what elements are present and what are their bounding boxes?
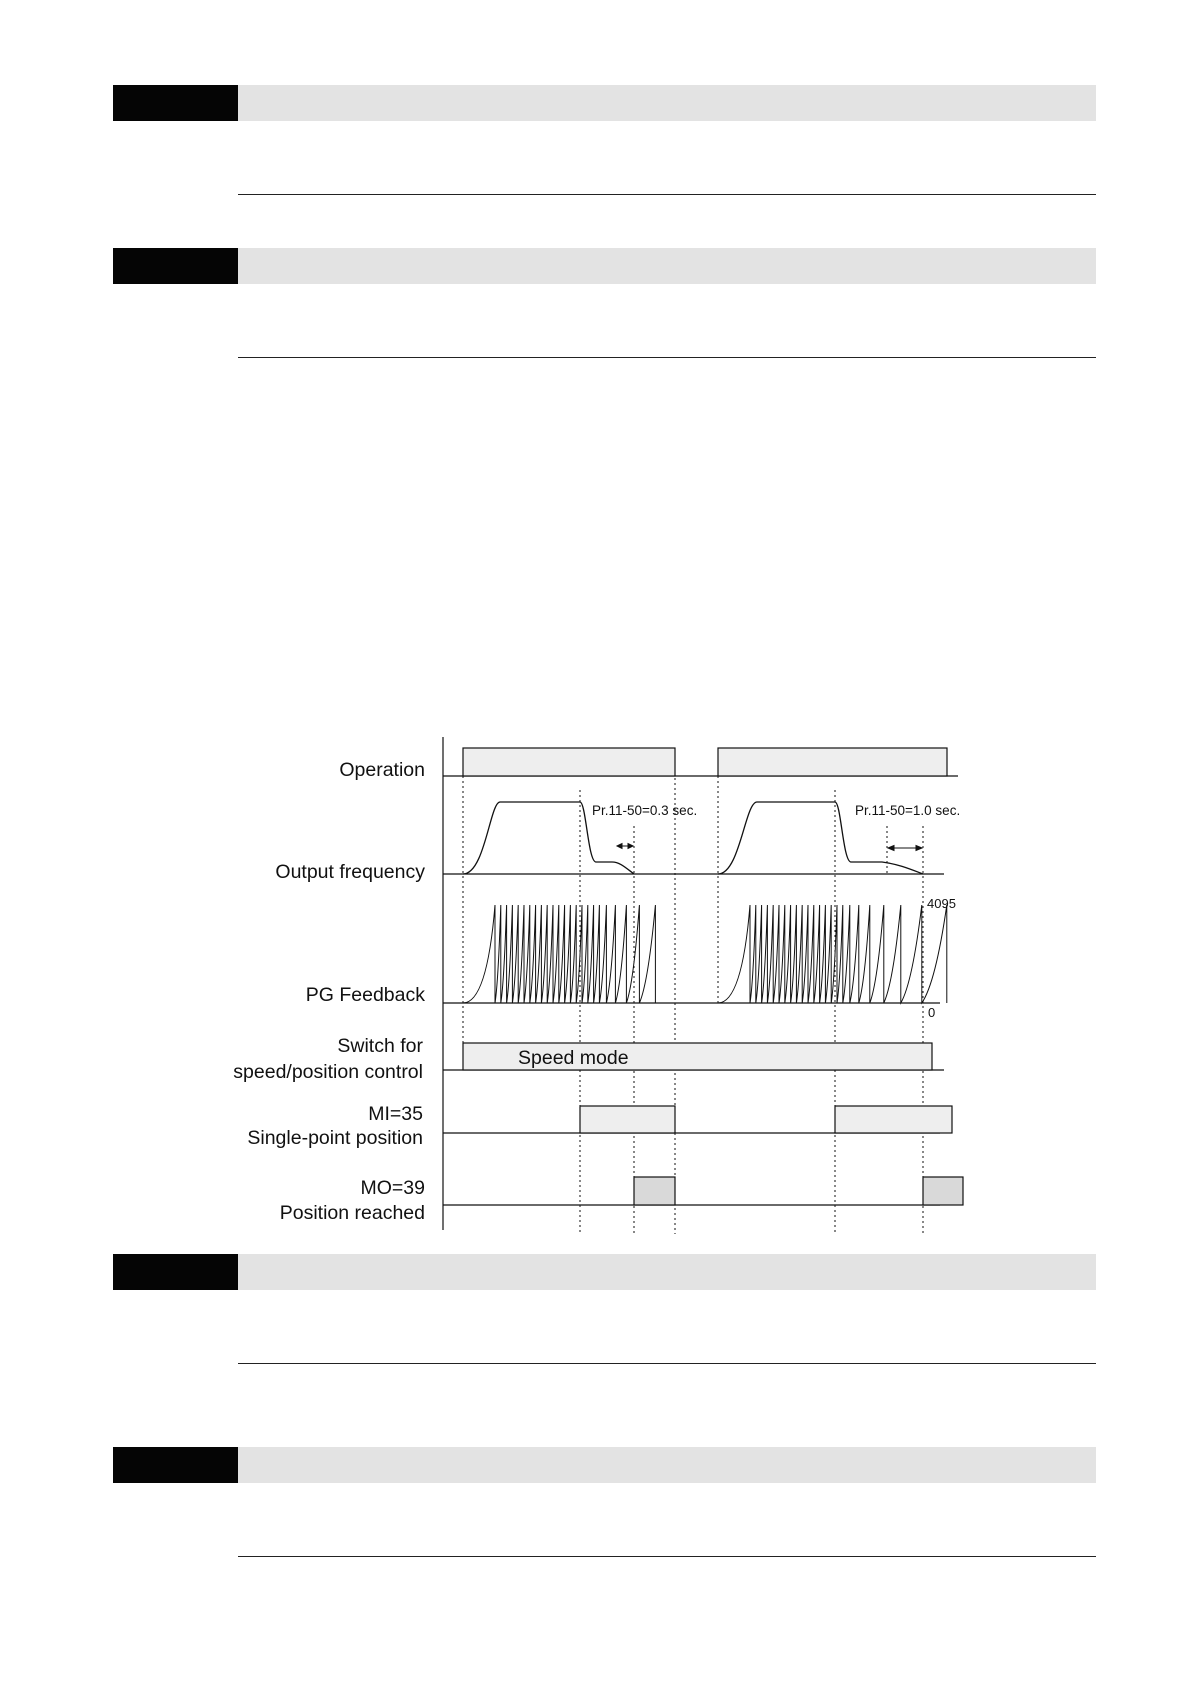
mo-pulse-1 <box>634 1177 675 1205</box>
annotation-pg-min: 0 <box>928 1005 936 1020</box>
label-switch-line2: speed/position control <box>233 1061 423 1083</box>
mi-pulse-1 <box>580 1106 675 1133</box>
label-output-frequency: Output frequency <box>275 861 425 883</box>
label-mi-line2: Single-point position <box>247 1127 423 1149</box>
operation-pulse-1 <box>463 748 675 776</box>
mi-pulse-2 <box>835 1106 952 1133</box>
mo-pulse-2 <box>923 1177 963 1205</box>
label-pg-feedback: PG Feedback <box>305 984 425 1006</box>
annotation-pr-first: Pr.11-50=0.3 sec. <box>592 803 698 818</box>
operation-pulse-2 <box>718 748 947 776</box>
label-mo-line2: Position reached <box>279 1202 425 1224</box>
label-mi-line1: MI=35 <box>368 1103 423 1125</box>
pg-feedback-wave-1 <box>463 905 655 1003</box>
label-switch-line1: Switch for <box>337 1035 423 1057</box>
label-operation: Operation <box>339 759 425 781</box>
annotation-speed-mode: Speed mode <box>518 1047 629 1069</box>
pg-feedback-wave-2 <box>718 905 947 1003</box>
label-mo-line1: MO=39 <box>360 1177 425 1199</box>
annotation-pr-second: Pr.11-50=1.0 sec. <box>855 803 961 818</box>
annotation-pg-max: 4095 <box>927 896 956 911</box>
